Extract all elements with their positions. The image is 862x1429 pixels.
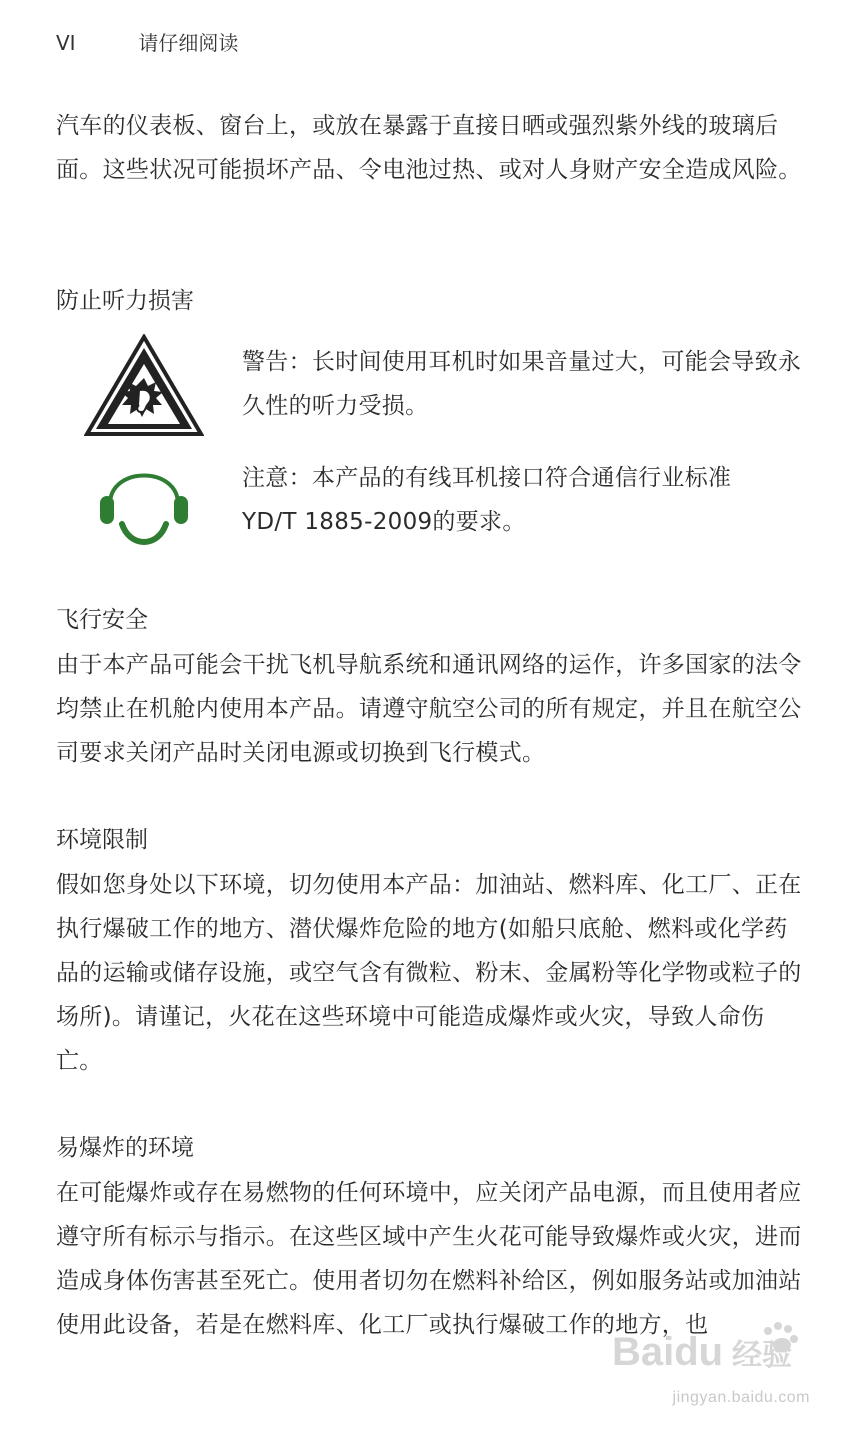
svg-text:Baidu: Baidu <box>612 1330 724 1374</box>
environment-heading: 环境限制 <box>56 827 148 853</box>
page-header <box>56 27 238 56</box>
intro-paragraph: 汽车的仪表板、窗台上，或放在暴露于直接日晒或强烈紫外线的玻璃后面。这些状况可能损坏产品、令电池过热、或对人身财产安全造成风险。 <box>56 113 802 183</box>
headphone-notice <box>242 456 802 544</box>
explosive-paragraph: 在可能爆炸或存在易燃物的任何环境中，应关闭产品电源，而且使用者应遵守所有标示与指示。在这些区域中产生火花可能导致爆炸或火灾，进而造成身体伤害甚至死亡。使用者切勿在燃料补给区，例如服务站或加油站使用此设备，若是在燃料库、化工厂或执行爆破工作的地方，也 <box>56 1180 802 1338</box>
hearing-heading: 防止听力损害 <box>56 288 194 314</box>
environment-paragraph: 假如您身处以下环境，切勿使用本产品：加油站、燃料库、化工厂、正在执行爆破工作的地方、潜伏爆炸危险的地方(如船只底舱、燃料或化学药品的运输或储存设施，或空气含有微粒、粉末、金属粉等化学物或粒子的场所)。请谨记，火花在这些环境中可能造成爆炸或火灾，导致人命伤亡。 <box>56 872 802 1074</box>
flight-paragraph: 由于本产品可能会干扰飞机导航系统和通讯网络的运作，许多国家的法令均禁止在机舱内使用本产品。请遵守航空公司的所有规定，并且在航空公司要求关闭产品时关闭电源或切换到飞行模式。 <box>56 652 802 766</box>
explosive-heading: 易爆炸的环境 <box>56 1135 194 1161</box>
hearing-warning-triangle-icon <box>84 334 204 442</box>
hearing-warning-text: 警告：长时间使用耳机时如果音量过大，可能会导致永久性的听力受损。 <box>242 349 802 419</box>
headphone-notice-line-1: 注意：本产品的有线耳机接口符合通信行业标准 <box>242 465 732 491</box>
headphone-icon <box>96 456 192 556</box>
flight-heading: 飞行安全 <box>56 607 148 633</box>
svg-text:经验: 经验 <box>732 1338 792 1373</box>
header-title: 请仔细阅读 <box>138 31 239 55</box>
page-number: VI <box>56 31 76 55</box>
baidu-watermark-logo <box>612 1319 812 1379</box>
watermark-url: jingyan.baidu.com <box>672 1389 810 1406</box>
headphone-notice-line-2: YD/T 1885-2009的要求。 <box>242 509 526 535</box>
